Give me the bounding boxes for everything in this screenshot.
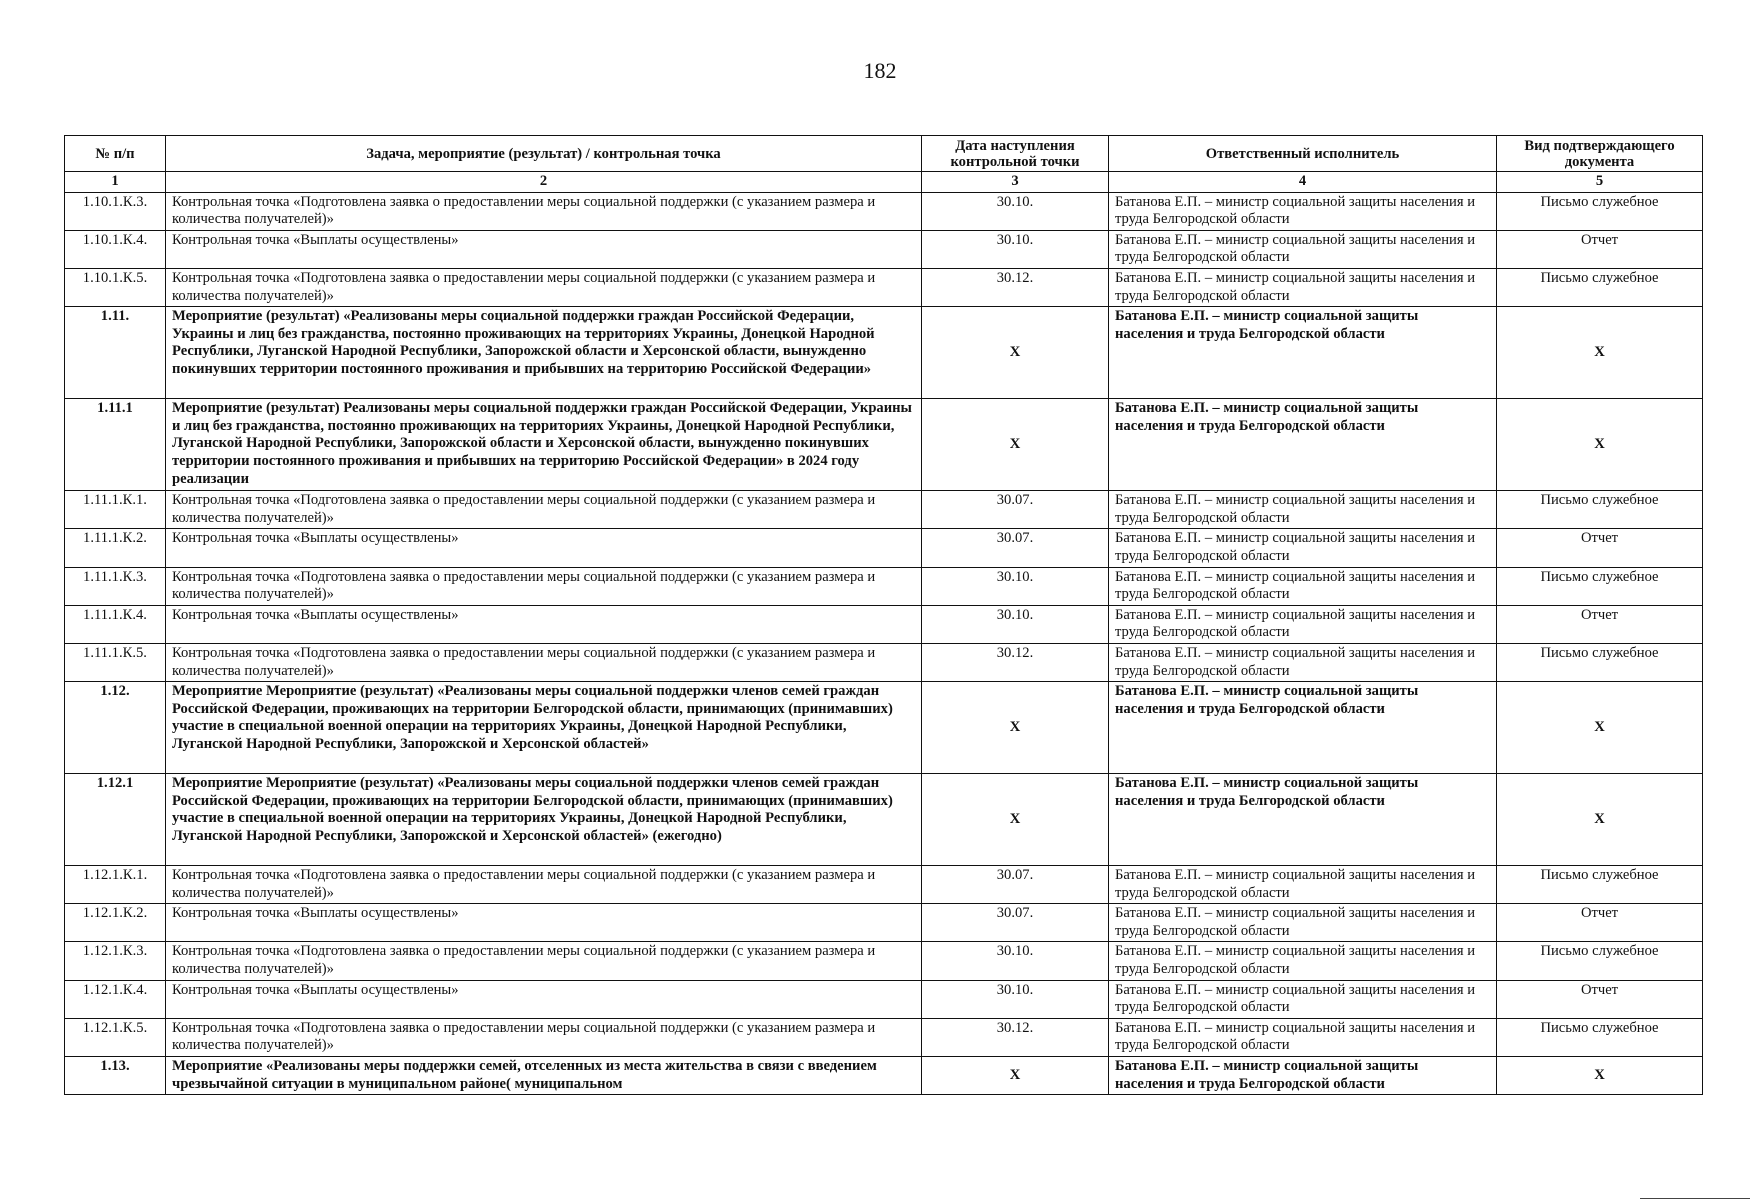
table-row [65,399,1703,491]
header-document: Вид подтверждающего документа [1497,136,1703,172]
row-task: Контрольная точка «Подготовлена заявка о предоставлении меры социальной поддержки (с указанием размера и количества получателей)» [166,942,922,980]
row-responsible: Батанова Е.П. – министр социальной защиты населения и труда Белгородской области [1109,605,1497,643]
row-date: Х [922,1057,1109,1095]
header-task: Задача, мероприятие (результат) / контрольная точка [166,136,922,172]
table-row [65,1057,1703,1095]
table-row [65,192,1703,230]
table-row [65,904,1703,942]
row-date: 30.07. [922,866,1109,904]
row-date: 30.07. [922,491,1109,529]
table-row [65,567,1703,605]
row-task: Контрольная точка «Выплаты осуществлены» [166,904,922,942]
table-row [65,605,1703,643]
row-date: 30.10. [922,230,1109,268]
table-row [65,307,1703,399]
row-task: Мероприятие «Реализованы меры поддержки семей, отселенных из места жительства в связи с введением чрезвычайной ситуации в муниципальном районе( муниципальном [166,1057,922,1095]
row-task: Контрольная точка «Выплаты осуществлены» [166,980,922,1018]
row-document: Х [1497,682,1703,774]
row-number: 1.12.1.К.1. [65,866,166,904]
row-date: 30.10. [922,980,1109,1018]
row-responsible: Батанова Е.П. – министр социальной защиты населения и труда Белгородской области [1109,774,1497,866]
row-document: Отчет [1497,529,1703,567]
row-number: 1.11. [65,307,166,399]
row-number: 1.11.1.К.5. [65,643,166,681]
row-document: Отчет [1497,980,1703,1018]
row-task: Контрольная точка «Выплаты осуществлены» [166,529,922,567]
row-number: 1.12.1 [65,774,166,866]
row-responsible: Батанова Е.П. – министр социальной защиты населения и труда Белгородской области [1109,866,1497,904]
row-document: Отчет [1497,230,1703,268]
row-date: Х [922,682,1109,774]
row-number: 1.10.1.К.5. [65,268,166,306]
row-number: 1.12.1.К.5. [65,1018,166,1056]
row-date: 30.12. [922,268,1109,306]
row-date: Х [922,774,1109,866]
row-number: 1.11.1.К.3. [65,567,166,605]
row-date: 30.10. [922,192,1109,230]
row-task: Контрольная точка «Подготовлена заявка о предоставлении меры социальной поддержки (с указанием размера и количества получателей)» [166,866,922,904]
row-number: 1.12.1.К.2. [65,904,166,942]
row-number: 1.13. [65,1057,166,1095]
row-date: 30.12. [922,643,1109,681]
table-header-row [65,136,1703,172]
row-date: Х [922,307,1109,399]
row-responsible: Батанова Е.П. – министр социальной защиты населения и труда Белгородской области [1109,682,1497,774]
row-number: 1.11.1.К.2. [65,529,166,567]
column-number: 3 [922,172,1109,193]
row-document: Письмо служебное [1497,491,1703,529]
row-document: Х [1497,774,1703,866]
row-task: Мероприятие (результат) «Реализованы меры социальной поддержки граждан Российской Федерации, Украины и лиц без гражданства, постоянно проживающих на территориях Украины, Донецкой Народной Республики, Луганской Народной Республики, Запорожской области и Херсонской области, вынужденно покинувших территории постоянного проживания и прибывших на территорию Российской Федерации» [166,307,922,399]
table-row [65,774,1703,866]
row-responsible: Батанова Е.П. – министр социальной защиты населения и труда Белгородской области [1109,904,1497,942]
row-responsible: Батанова Е.П. – министр социальной защиты населения и труда Белгородской области [1109,268,1497,306]
row-responsible: Батанова Е.П. – министр социальной защиты населения и труда Белгородской области [1109,980,1497,1018]
row-date: 30.10. [922,942,1109,980]
scan-artifact-line [1640,1198,1750,1199]
column-number: 1 [65,172,166,193]
row-document: Письмо служебное [1497,192,1703,230]
row-date: 30.10. [922,605,1109,643]
row-responsible: Батанова Е.П. – министр социальной защиты населения и труда Белгородской области [1109,529,1497,567]
row-date: 30.10. [922,567,1109,605]
row-number: 1.12.1.К.3. [65,942,166,980]
row-document: Письмо служебное [1497,567,1703,605]
row-document: Х [1497,1057,1703,1095]
row-number: 1.12.1.К.4. [65,980,166,1018]
row-number: 1.12. [65,682,166,774]
row-document: Письмо служебное [1497,268,1703,306]
row-responsible: Батанова Е.П. – министр социальной защиты населения и труда Белгородской области [1109,307,1497,399]
row-responsible: Батанова Е.П. – министр социальной защиты населения и труда Белгородской области [1109,1018,1497,1056]
table-row [65,529,1703,567]
row-task: Контрольная точка «Выплаты осуществлены» [166,605,922,643]
column-number: 5 [1497,172,1703,193]
row-task: Контрольная точка «Подготовлена заявка о предоставлении меры социальной поддержки (с указанием размера и количества получателей)» [166,268,922,306]
table-row [65,268,1703,306]
row-task: Мероприятие (результат) Реализованы меры социальной поддержки граждан Российской Федерации, Украины и лиц без гражданства, постоянно проживающих на территориях Украины, Донецкой Народной Республики, Луганской Народной Республики, Запорожской области и Херсонской области, вынужденно покинувших территории постоянного проживания и прибывших на территорию Российской Федерации» в 2024 году реализации [166,399,922,491]
header-responsible: Ответственный исполнитель [1109,136,1497,172]
table-row [65,230,1703,268]
row-document: Письмо служебное [1497,866,1703,904]
row-task: Контрольная точка «Подготовлена заявка о предоставлении меры социальной поддержки (с указанием размера и количества получателей)» [166,1018,922,1056]
row-responsible: Батанова Е.П. – министр социальной защиты населения и труда Белгородской области [1109,942,1497,980]
row-responsible: Батанова Е.П. – министр социальной защиты населения и труда Белгородской области [1109,567,1497,605]
table-row [65,682,1703,774]
control-points-table [64,135,1703,1095]
row-number: 1.10.1.К.3. [65,192,166,230]
row-task: Мероприятие Мероприятие (результат) «Реализованы меры социальной поддержки членов семей граждан Российской Федерации, проживающих на территории Белгородской области, принимающих (принимавших) участие в специальной военной операции на территориях Украины, Донецкой Народной Республики, Луганской Народной Республики, Запорожской и Херсонской областей» [166,682,922,774]
row-responsible: Батанова Е.П. – министр социальной защиты населения и труда Белгородской области [1109,230,1497,268]
page-number: 182 [863,58,897,83]
table-row [65,866,1703,904]
row-responsible: Батанова Е.П. – министр социальной защиты населения и труда Белгородской области [1109,399,1497,491]
table-row [65,643,1703,681]
row-number: 1.11.1.К.4. [65,605,166,643]
row-document: Х [1497,399,1703,491]
header-num: № п/п [65,136,166,172]
column-number: 2 [166,172,922,193]
row-document: Письмо служебное [1497,942,1703,980]
header-date: Дата наступления контрольной точки [922,136,1109,172]
row-responsible: Батанова Е.П. – министр социальной защиты населения и труда Белгородской области [1109,192,1497,230]
table-row [65,942,1703,980]
column-numbers-row [65,172,1703,193]
row-task: Мероприятие Мероприятие (результат) «Реализованы меры социальной поддержки членов семей граждан Российской Федерации, проживающих на территории Белгородской области, принимающих (принимавших) участие в специальной военной операции на территориях Украины, Донецкой Народной Республики, Луганской Народной Республики, Запорожской и Херсонской областей» (ежегодно) [166,774,922,866]
table-row [65,491,1703,529]
row-task: Контрольная точка «Выплаты осуществлены» [166,230,922,268]
row-document: Отчет [1497,904,1703,942]
row-date: 30.12. [922,1018,1109,1056]
row-date: Х [922,399,1109,491]
row-document: Х [1497,307,1703,399]
row-document: Письмо служебное [1497,643,1703,681]
row-task: Контрольная точка «Подготовлена заявка о предоставлении меры социальной поддержки (с указанием размера и количества получателей)» [166,192,922,230]
table-row [65,980,1703,1018]
row-date: 30.07. [922,904,1109,942]
column-number: 4 [1109,172,1497,193]
row-responsible: Батанова Е.П. – министр социальной защиты населения и труда Белгородской области [1109,491,1497,529]
row-number: 1.10.1.К.4. [65,230,166,268]
row-task: Контрольная точка «Подготовлена заявка о предоставлении меры социальной поддержки (с указанием размера и количества получателей)» [166,491,922,529]
row-document: Отчет [1497,605,1703,643]
row-responsible: Батанова Е.П. – министр социальной защиты населения и труда Белгородской области [1109,643,1497,681]
row-document: Письмо служебное [1497,1018,1703,1056]
table-row [65,1018,1703,1056]
row-number: 1.11.1 [65,399,166,491]
row-number: 1.11.1.К.1. [65,491,166,529]
row-task: Контрольная точка «Подготовлена заявка о предоставлении меры социальной поддержки (с указанием размера и количества получателей)» [166,567,922,605]
row-responsible: Батанова Е.П. – министр социальной защиты населения и труда Белгородской области [1109,1057,1497,1095]
row-date: 30.07. [922,529,1109,567]
row-task: Контрольная точка «Подготовлена заявка о предоставлении меры социальной поддержки (с указанием размера и количества получателей)» [166,643,922,681]
